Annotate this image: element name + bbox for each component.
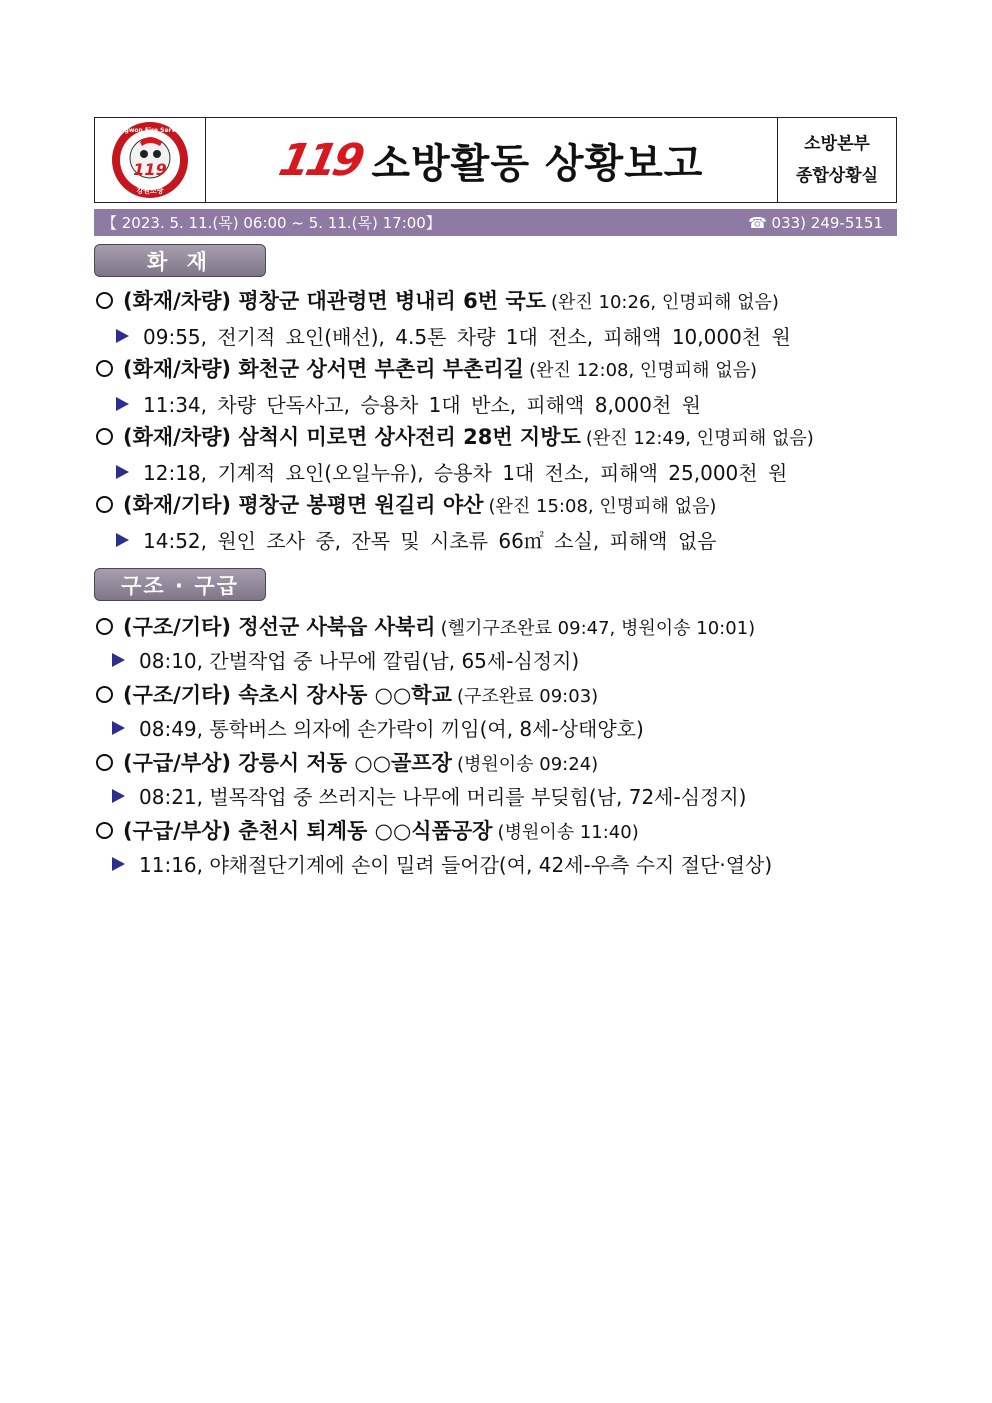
svg-text:Gangwon Fire Services: Gangwon Fire Services xyxy=(111,127,189,134)
circle-bullet-icon xyxy=(96,292,113,309)
incident-detail xyxy=(112,713,644,742)
incident-item xyxy=(96,815,639,845)
incident-item xyxy=(96,489,716,519)
incident-item xyxy=(96,285,779,315)
incident-status: (병원이송 09:24) xyxy=(456,754,599,775)
org-cell xyxy=(777,118,896,202)
incident-detail-text: 09:55, 전기적 요인(배선), 4.5톤 차량 1대 전소, 피해액 10,000천 원 xyxy=(143,325,791,349)
date-bar xyxy=(94,209,897,236)
title-cell xyxy=(206,118,777,202)
circle-bullet-icon xyxy=(96,754,113,771)
contact-phone: ☎ 033) 249-5151 xyxy=(748,213,883,232)
incident-detail xyxy=(112,849,772,878)
triangle-bullet-icon xyxy=(112,653,125,667)
title-119-mark: 119 xyxy=(274,134,365,186)
triangle-bullet-icon xyxy=(112,721,125,735)
circle-bullet-icon xyxy=(96,822,113,839)
incident-detail xyxy=(116,525,717,554)
incident-item xyxy=(96,611,755,641)
triangle-bullet-icon xyxy=(112,789,125,803)
page-title: 소방활동 상황보고 xyxy=(371,140,704,187)
incident-title: (화재/기타) 평창군 봉평면 원길리 야산 xyxy=(123,493,484,517)
incident-item xyxy=(96,747,598,777)
section-tab-rescue: 구조 · 구급 xyxy=(94,568,266,601)
incident-detail xyxy=(112,781,747,810)
org-name: 소방본부 xyxy=(804,134,870,154)
incident-status: (구조완료 09:03) xyxy=(456,686,599,707)
incident-detail-text: 08:49, 통학버스 의자에 손가락이 끼임(여, 8세-상태양호) xyxy=(139,717,644,741)
triangle-bullet-icon xyxy=(116,533,129,547)
logo-cell xyxy=(95,118,206,202)
incident-title: (화재/차량) 삼척시 미로면 상사전리 28번 지방도 xyxy=(123,425,581,449)
circle-bullet-icon xyxy=(96,496,113,513)
incident-detail-text: 11:34, 차량 단독사고, 승용차 1대 반소, 피해액 8,000천 원 xyxy=(143,393,701,417)
circle-bullet-icon xyxy=(96,618,113,635)
incident-status: (병원이송 11:40) xyxy=(497,822,639,843)
incident-detail xyxy=(116,389,701,418)
triangle-bullet-icon xyxy=(116,329,129,343)
report-period: 【 2023. 5. 11.(목) 06:00 ~ 5. 11.(목) 17:00】 xyxy=(102,214,441,232)
incident-status: (완진 12:08, 인명피해 없음) xyxy=(529,360,757,381)
incident-title: (구급/부상) 강릉시 저동 ○○골프장 xyxy=(123,751,452,775)
circle-bullet-icon xyxy=(96,686,113,703)
incident-item xyxy=(96,679,598,709)
incident-status: (헬기구조완료 09:47, 병원이송 10:01) xyxy=(440,618,756,639)
incident-item xyxy=(96,421,814,451)
svg-text:119: 119 xyxy=(133,160,167,179)
circle-bullet-icon xyxy=(96,360,113,377)
incident-title: (화재/차량) 평창군 대관령면 병내리 6번 국도 xyxy=(123,289,546,313)
gangwon-fire-logo xyxy=(104,120,196,200)
incident-status: (완진 15:08, 인명피해 없음) xyxy=(488,496,717,517)
triangle-bullet-icon xyxy=(116,465,129,479)
incident-detail xyxy=(116,457,787,486)
incident-detail xyxy=(112,645,579,674)
incident-detail-text: 08:21, 벌목작업 중 쓰러지는 나무에 머리를 부딪힘(남, 72세-심정지) xyxy=(139,785,747,809)
incident-detail-text: 08:10, 간벌작업 중 나무에 깔림(남, 65세-심정지) xyxy=(139,649,580,673)
incident-status: (완진 12:49, 인명피해 없음) xyxy=(585,428,814,449)
incident-status: (완진 10:26, 인명피해 없음) xyxy=(551,292,779,313)
section-tab-fire: 화 재 xyxy=(94,244,266,277)
incident-item xyxy=(96,353,757,383)
report-header xyxy=(94,117,897,203)
org-department: 종합상황실 xyxy=(795,166,879,186)
incident-detail-text: 11:16, 야채절단기계에 손이 밀려 들어감(여, 42세-우측 수지 절단·열상) xyxy=(139,853,773,877)
incident-detail xyxy=(116,321,791,350)
triangle-bullet-icon xyxy=(112,857,125,871)
incident-detail-text: 12:18, 기계적 요인(오일누유), 승용차 1대 전소, 피해액 25,000천 원 xyxy=(143,461,788,485)
incident-title: (구급/부상) 춘천시 퇴계동 ○○식품공장 xyxy=(123,819,493,843)
incident-title: (화재/차량) 화천군 상서면 부촌리 부촌리길 xyxy=(123,357,524,381)
svg-text:강원소방: 강원소방 xyxy=(136,187,164,195)
triangle-bullet-icon xyxy=(116,397,129,411)
incident-title: (구조/기타) 속초시 장사동 ○○학교 xyxy=(123,683,452,707)
incident-detail-text: 14:52, 원인 조사 중, 잔목 및 시초류 66㎡ 소실, 피해액 없음 xyxy=(143,529,717,553)
circle-bullet-icon xyxy=(96,428,113,445)
incident-title: (구조/기타) 정선군 사북읍 사북리 xyxy=(123,615,436,639)
